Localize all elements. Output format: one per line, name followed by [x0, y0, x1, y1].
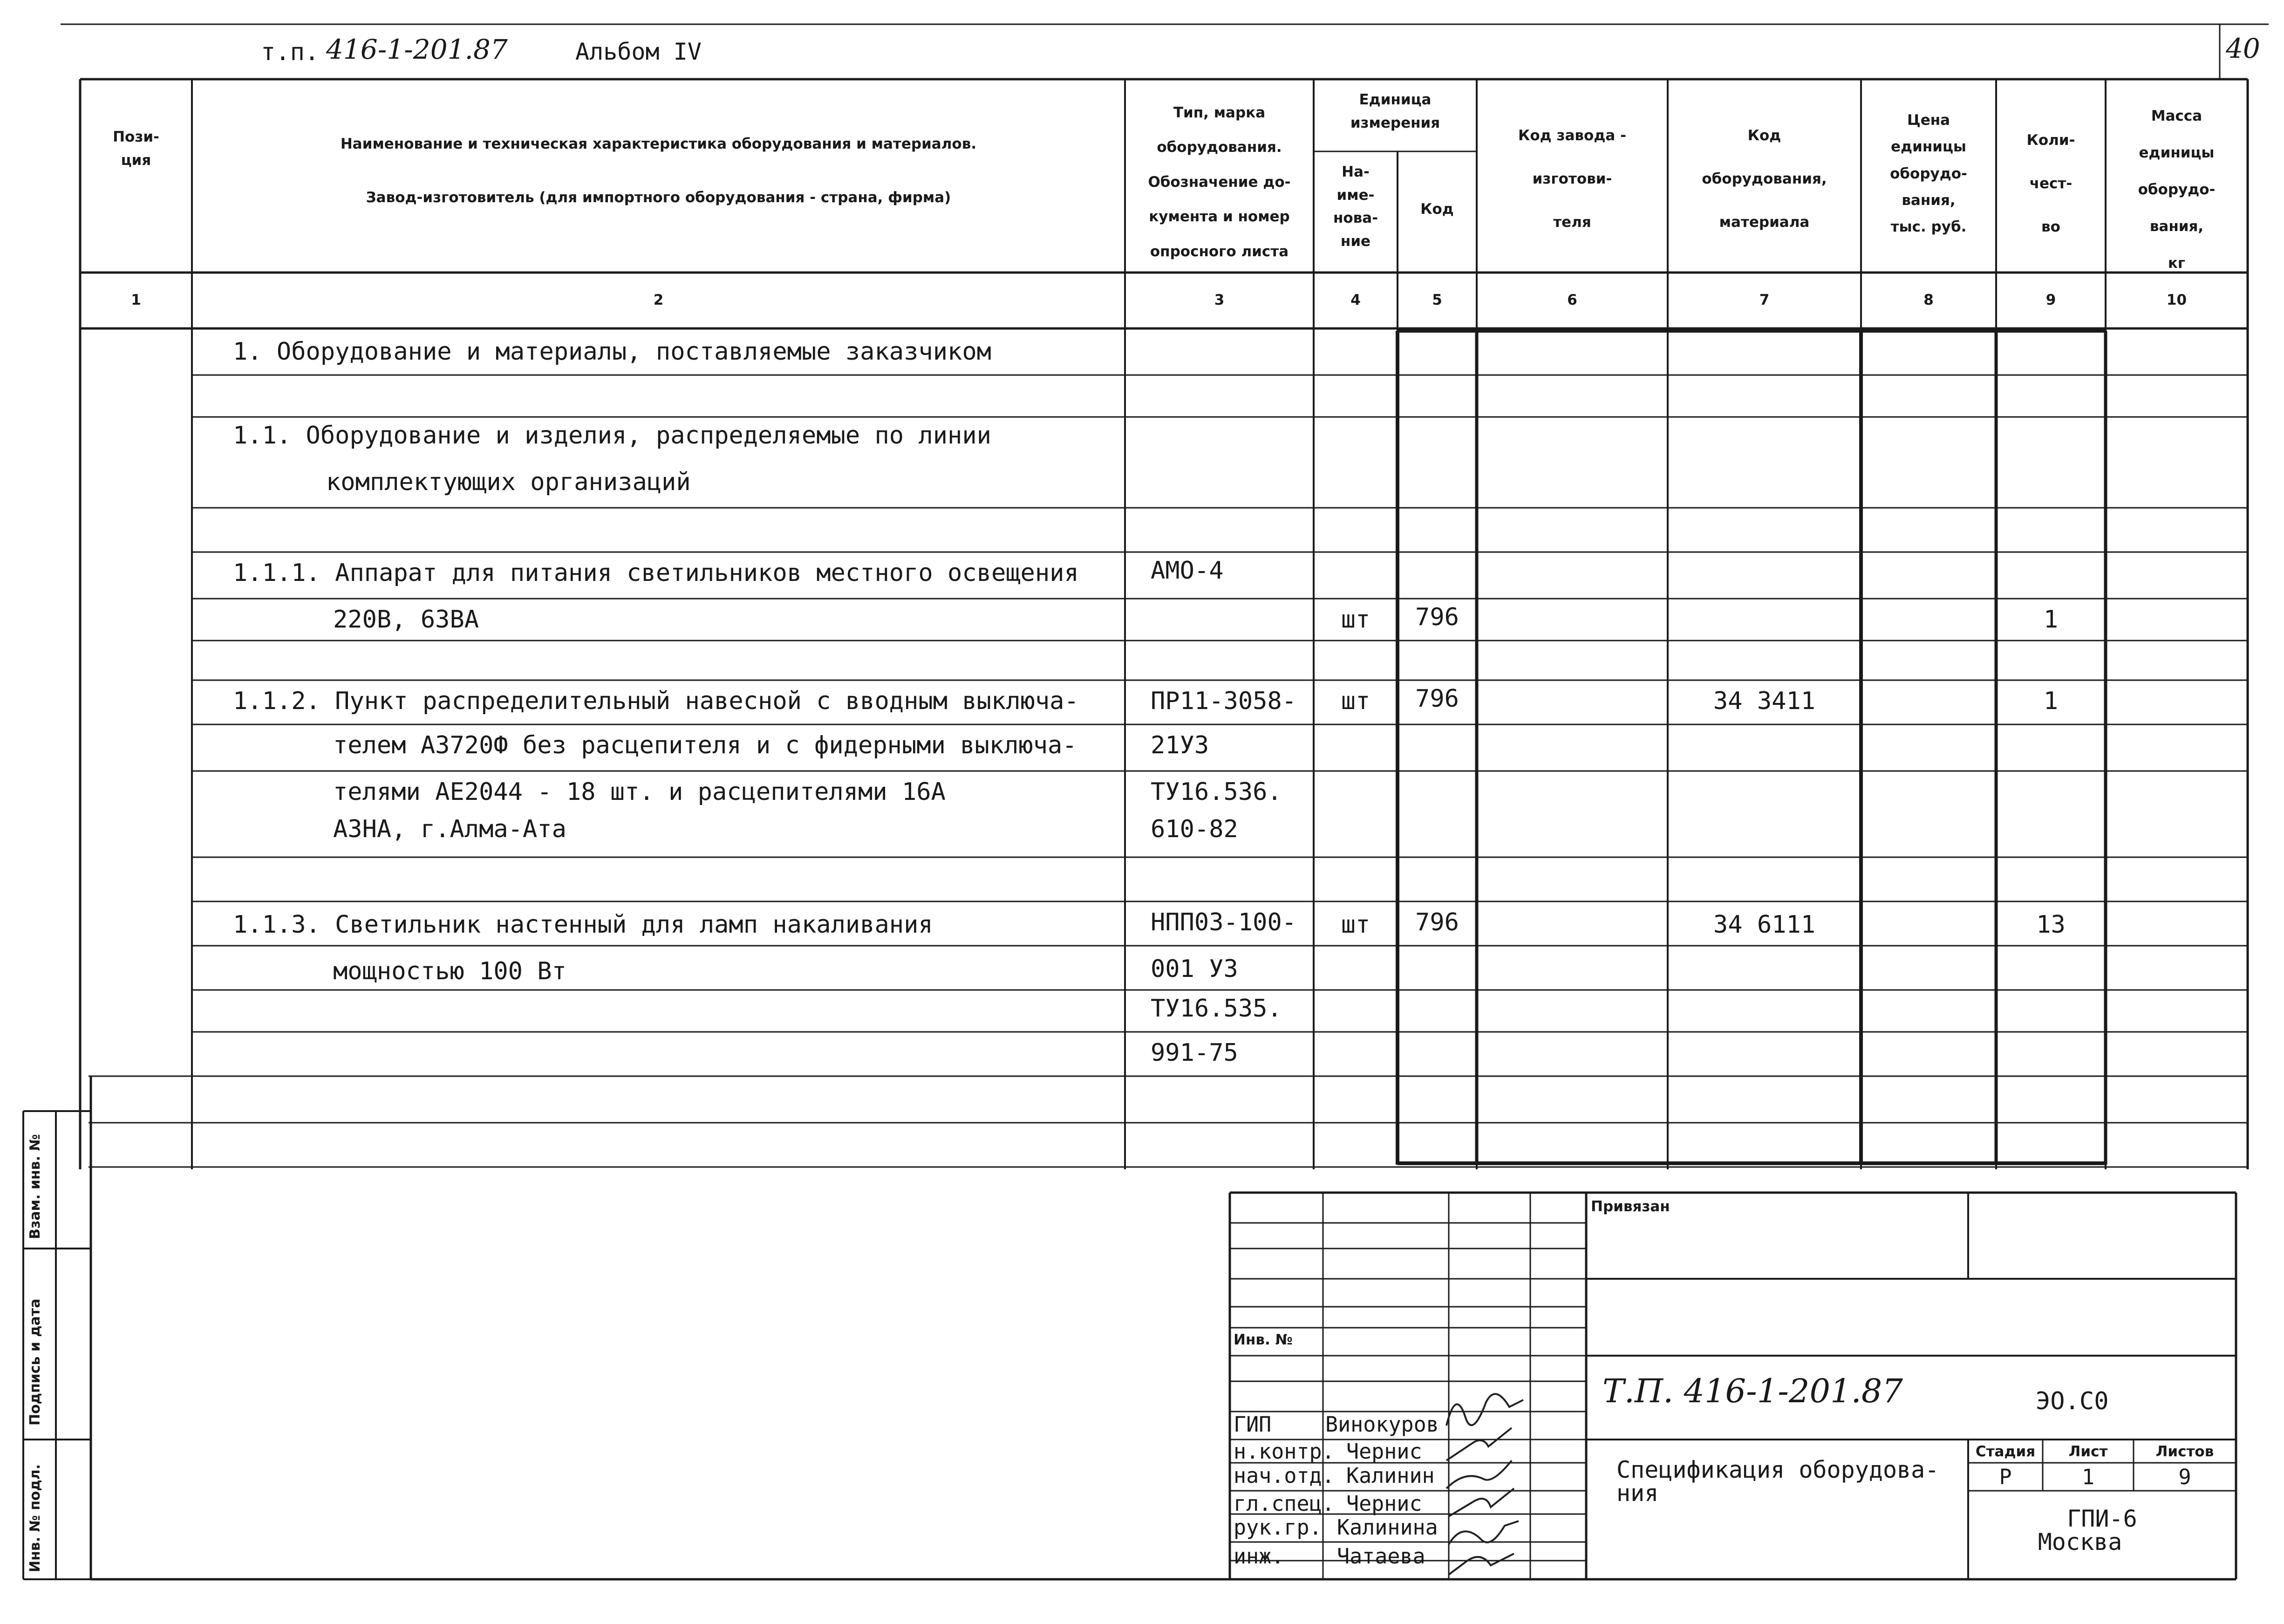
col-header-factory-code: Код завода - изготови- теля: [1518, 127, 1626, 231]
item-1-1-1-type: АМО-4: [1151, 557, 1224, 585]
item-1-1-2-quantity: 1: [2043, 687, 2059, 715]
col-header-equipment-code: Код оборудования, материала: [1702, 127, 1827, 231]
role-gl-spec: гл.спец.: [1234, 1491, 1335, 1516]
col-header-unit-group: Единица измерения: [1350, 91, 1440, 131]
side-label-vzam: Взам. инв. №: [27, 1134, 43, 1239]
side-label-podpis: Подпись и дата: [27, 1298, 43, 1426]
col-header-mass: Масса единицы оборудо- вания, кг: [2138, 108, 2216, 272]
item-1-1-3-unit: шт: [1341, 911, 1370, 939]
col-number-5: 5: [1432, 292, 1442, 308]
role-gip: ГИП: [1234, 1412, 1272, 1437]
role-n-kontr: н.контр.: [1234, 1439, 1335, 1464]
item-1-1-2-type-line3: ТУ16.536.: [1151, 778, 1282, 806]
item-1-1-1-unit: шт: [1341, 606, 1370, 634]
item-1-1-2-equipment-code: 34 3411: [1713, 687, 1816, 715]
role-inzh: инж.: [1234, 1544, 1284, 1569]
col-header-type: Тип, марка оборудования. Обозначение до- кумента и номер опросного листа: [1148, 104, 1291, 260]
col-number-2: 2: [653, 292, 664, 308]
item-1-1-2-type-line1: ПР11-3058-: [1151, 687, 1297, 715]
col-number-3: 3: [1214, 292, 1225, 308]
item-1-1-2-name-line1: 1.1.2. Пункт распределительный навесной с вводным выключа-: [233, 687, 1079, 715]
list-label: Лист: [2068, 1443, 2108, 1460]
col-header-quantity: Коли- чест- во: [2026, 132, 2075, 235]
col-header-name-line1: Наименование и техническая характеристика оборудования и материалов.: [340, 136, 977, 152]
item-1-1-3-equipment-code: 34 6111: [1713, 911, 1816, 939]
name-n-kontr: Чернис: [1346, 1439, 1422, 1464]
listov-value: 9: [2178, 1465, 2191, 1489]
item-1-1-3-type-line1: НПП03-100-: [1151, 908, 1297, 936]
col-number-4: 4: [1350, 292, 1361, 308]
role-ruk-gr: рук.гр.: [1234, 1515, 1322, 1540]
item-1-1-1-name-line1: 1.1.1. Аппарат для питания светильников местного освещения: [233, 559, 1079, 587]
album-label: Альбом IV: [575, 38, 702, 65]
name-nach-otd: Калинин: [1346, 1463, 1435, 1488]
listov-label: Листов: [2155, 1443, 2214, 1460]
col-header-name-line2: Завод-изготовитель (для импортного оборудования - страна, фирма): [366, 189, 951, 206]
col-number-7: 7: [1759, 292, 1770, 308]
item-1-1-1-quantity: 1: [2043, 606, 2059, 634]
name-gip: Винокуров: [1325, 1412, 1439, 1437]
side-label-inv: Инв. № подл.: [27, 1464, 43, 1572]
item-1-1-2-unit-code: 796: [1415, 685, 1459, 713]
item-1-1-2-name-line2: телем А3720Ф без расцепителя и с фидерными выключа-: [333, 731, 1077, 759]
col-number-10: 10: [2166, 292, 2187, 308]
item-1-1-3-name-line1: 1.1.3. Светильник настенный для ламп накаливания: [233, 911, 933, 939]
privyazan-label: Привязан: [1591, 1198, 1670, 1215]
col-header-unit-code: Код: [1420, 201, 1454, 218]
col-header-position: Пози- ция: [113, 129, 159, 169]
item-1-1-3-unit-code: 796: [1415, 908, 1459, 936]
col-header-unit-name: На- име- нова- ние: [1333, 164, 1378, 250]
col-header-price: Цена единицы оборудо- вания, тыс. руб.: [1890, 112, 1967, 236]
item-1-1-2-name-line4: АЗНА, г.Алма-Ата: [333, 815, 566, 843]
doc-title-line1: Спецификация оборудова-: [1616, 1456, 1939, 1483]
col-number-8: 8: [1923, 292, 1934, 308]
col-number-6: 6: [1567, 292, 1577, 308]
item-1-1-2-name-line3: телями АЕ2044 - 18 шт. и расцепителями 16А: [333, 778, 946, 806]
section-1-1-title-line1: 1.1. Оборудование и изделия, распределяемые по линии: [233, 422, 991, 450]
item-1-1-2-type-line2: 21У3: [1151, 731, 1209, 759]
name-gl-spec: Чернис: [1346, 1491, 1422, 1516]
stadia-value: Р: [1999, 1465, 2012, 1489]
tp-number: 416-1-201.87: [326, 34, 508, 65]
stadia-label: Стадия: [1975, 1443, 2036, 1460]
item-1-1-1-name-line2: 220В, 63ВА: [333, 606, 479, 634]
item-1-1-3-type-line3: ТУ16.535.: [1151, 995, 1282, 1023]
col-number-9: 9: [2045, 292, 2056, 308]
item-1-1-3-type-line4: 991-75: [1151, 1039, 1238, 1067]
section-1-1-title-line2: комплектующих организаций: [326, 468, 691, 496]
doc-code: ЭО.С0: [2036, 1387, 2109, 1415]
org-city: Москва: [2038, 1528, 2122, 1556]
tp-label: т.п.: [261, 38, 320, 66]
name-ruk-gr: Калинина: [1337, 1515, 1438, 1540]
role-nach-otd: нач.отд.: [1234, 1463, 1335, 1488]
item-1-1-1-unit-code: 796: [1415, 603, 1459, 631]
doc-number: Т.П. 416-1-201.87: [1602, 1372, 1903, 1410]
item-1-1-2-unit: шт: [1341, 687, 1370, 715]
item-1-1-3-quantity: 13: [2036, 911, 2066, 939]
item-1-1-2-type-line4: 610-82: [1151, 815, 1238, 843]
col-number-1: 1: [131, 292, 141, 308]
name-inzh: Чатаева: [1337, 1544, 1425, 1569]
section-1-title: 1. Оборудование и материалы, поставляемые заказчиком: [233, 338, 991, 366]
org-name: ГПИ-6: [2067, 1505, 2137, 1532]
inv-no-label: Инв. №: [1234, 1331, 1293, 1348]
page-number: 40: [2226, 33, 2260, 64]
doc-title-line2: ния: [1616, 1480, 1659, 1507]
signatures: [1446, 1394, 1523, 1575]
item-1-1-3-type-line2: 001 У3: [1151, 955, 1238, 983]
list-value: 1: [2081, 1465, 2095, 1489]
item-1-1-3-name-line2: мощностью 100 Вт: [333, 957, 566, 985]
